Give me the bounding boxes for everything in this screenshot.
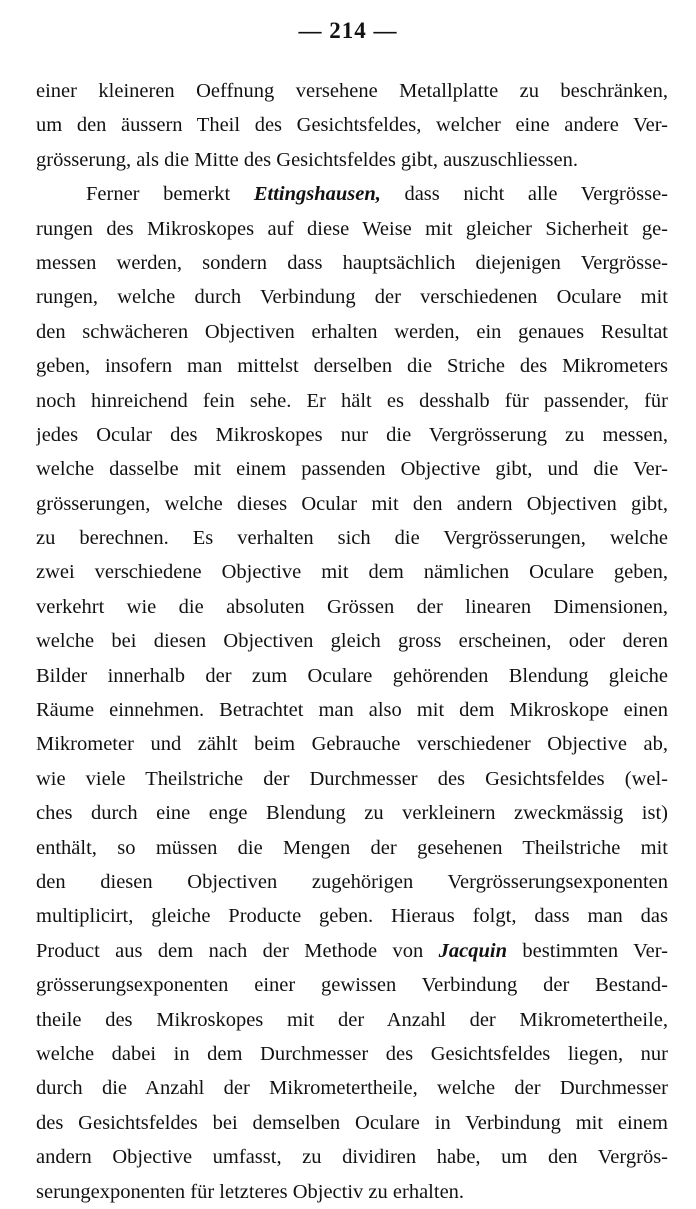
text-segment: ches durch eine enge Blendung zu verkleinern zweckmässig ist) <box>36 802 668 825</box>
text-line <box>36 590 668 624</box>
text-line <box>36 934 668 968</box>
text-segment: den schwächeren Objectiven erhalten werden, ein genaues Resultat <box>36 320 668 343</box>
text-segment: Product aus dem nach der Methode von <box>36 939 439 962</box>
text-line <box>36 1003 668 1037</box>
text-line <box>36 280 668 314</box>
text-line <box>36 74 668 108</box>
text-segment: wie viele Theilstriche der Durchmesser des Gesichtsfeldes (wel- <box>36 767 668 790</box>
text-segment: grösserungen, welche dieses Ocular mit den andern Objectiven gibt, <box>36 492 668 515</box>
text-segment: grösserungsexponenten einer gewissen Verbindung der Bestand- <box>36 974 668 997</box>
text-segment: zwei verschiedene Objective mit dem nämlichen Oculare geben, <box>36 561 668 584</box>
text-segment: enthält, so müssen die Mengen der gesehenen Theilstriche mit <box>36 836 668 859</box>
text-segment: Bilder innerhalb der zum Oculare gehörenden Blendung gleiche <box>36 664 668 687</box>
text-line <box>36 384 668 418</box>
text-segment: rungen des Mikroskopes auf diese Weise mit gleicher Sicherheit ge- <box>36 217 668 240</box>
text-line <box>36 624 668 658</box>
text-line <box>36 108 668 142</box>
text-line <box>36 727 668 761</box>
text-segment: andern Objective umfasst, zu dividiren habe, um den Vergrös- <box>36 1146 668 1169</box>
text-line <box>36 487 668 521</box>
text-segment: einer kleineren Oeffnung versehene Metallplatte zu beschränken, <box>36 80 668 102</box>
text-line <box>36 555 668 589</box>
text-segment: Räume einnehmen. Betrachtet man also mit dem Mikroskope einen <box>36 699 668 722</box>
text-line <box>36 831 668 865</box>
text-line <box>36 418 668 452</box>
text-line <box>36 521 668 555</box>
text-line <box>36 1175 668 1209</box>
text-segment: multiplicirt, gleiche Producte geben. Hieraus folgt, dass man das <box>36 905 668 928</box>
text-segment: den diesen Objectiven zugehörigen Vergrösserungsexponenten <box>36 870 668 893</box>
text-segment: zu berechnen. Es verhalten sich die Vergrösserungen, welche <box>36 527 668 550</box>
text-segment: rungen, welche durch Verbindung der verschiedenen Oculare mit <box>36 286 668 309</box>
text-line <box>36 1037 668 1071</box>
body-text <box>36 74 668 1209</box>
text-segment: durch die Anzahl der Mikrometertheile, welche der Durchmesser <box>36 1077 668 1100</box>
text-segment: jedes Ocular des Mikroskopes nur die Vergrösserung zu messen, <box>36 423 668 446</box>
text-segment: Ferner bemerkt <box>86 183 254 206</box>
author-name: Jacquin <box>438 939 508 962</box>
text-line <box>36 349 668 383</box>
text-line <box>36 899 668 933</box>
author-name: Ettingshausen, <box>253 183 381 206</box>
text-line <box>36 315 668 349</box>
text-segment: welche dasselbe mit einem passenden Objective gibt, und die Ver- <box>36 458 668 481</box>
text-segment: serungexponenten für letzteres Objectiv zu erhalten. <box>36 1180 465 1203</box>
text-segment: noch hinreichend fein sehe. Er hält es desshalb für passender, für <box>36 389 668 412</box>
text-line <box>36 693 668 727</box>
text-line <box>36 143 668 177</box>
text-line <box>36 659 668 693</box>
text-segment: theile des Mikroskopes mit der Anzahl der Mikrometertheile, <box>36 1008 668 1031</box>
text-line <box>36 212 668 246</box>
text-segment: Mikrometer und zählt beim Gebrauche verschiedener Objective ab, <box>36 733 668 756</box>
text-line <box>36 1071 668 1105</box>
text-segment: des Gesichtsfeldes bei demselben Oculare in Verbindung mit einem <box>36 1111 668 1134</box>
text-line <box>36 452 668 486</box>
text-segment: welche dabei in dem Durchmesser des Gesichtsfeldes liegen, nur <box>36 1042 668 1065</box>
text-segment: verkehrt wie die absoluten Grössen der linearen Dimensionen, <box>36 595 668 618</box>
text-line <box>36 1140 668 1174</box>
text-segment: dass nicht alle Vergrösse- <box>380 183 668 206</box>
text-line <box>36 968 668 1002</box>
text-segment: geben, insofern man mittelst derselben die Striche des Mikrometers <box>36 355 668 378</box>
text-line <box>36 865 668 899</box>
text-segment: messen werden, sondern dass hauptsächlich diejenigen Vergrösse- <box>36 251 668 274</box>
text-line <box>36 1106 668 1140</box>
text-segment: welche bei diesen Objectiven gleich gross erscheinen, oder deren <box>36 630 668 653</box>
text-line <box>36 762 668 796</box>
text-segment: um den äussern Theil des Gesichtsfeldes, welcher eine andere Ver- <box>36 114 668 137</box>
text-line <box>36 177 668 211</box>
text-line <box>36 796 668 830</box>
page-number: — 214 — <box>298 18 398 43</box>
text-segment: bestimmten Ver- <box>507 939 668 962</box>
text-line <box>36 246 668 280</box>
text-segment: grösserung, als die Mitte des Gesichtsfeldes gibt, auszuschliessen. <box>36 148 578 171</box>
